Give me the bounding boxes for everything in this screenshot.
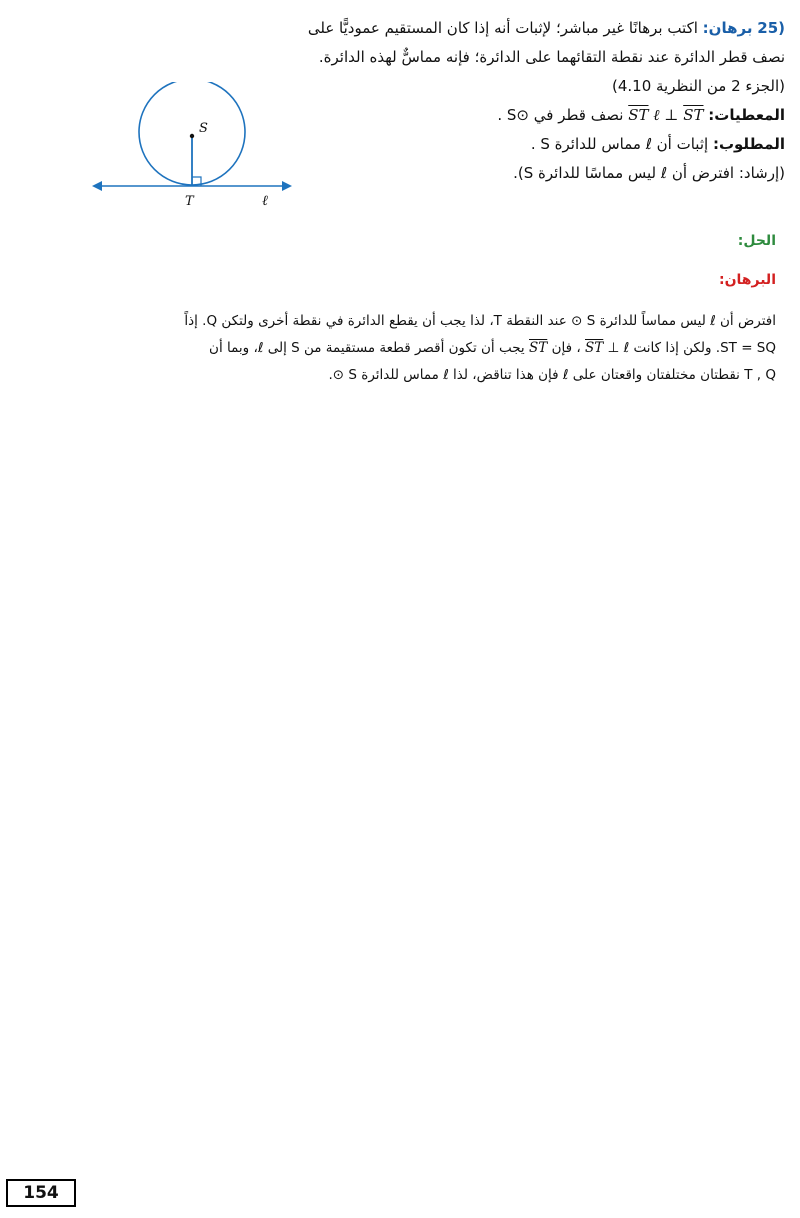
given-line bbox=[345, 101, 785, 130]
left-arrow-icon bbox=[92, 181, 102, 191]
proof-line-1: افترض أن ℓ ليس مماساً للدائرة S ⊙ عند النقطة T، لذا يجب أن يقطع الدائرة في نقطة أخرى ولتكن Q. إذاً bbox=[184, 313, 776, 329]
problem-keyword: برهان: bbox=[702, 19, 753, 37]
given-label: المعطيات: bbox=[708, 106, 785, 124]
proof-label: البرهان: bbox=[719, 272, 776, 288]
problem-line1-text: اكتب برهانًا غير مباشر؛ لإثبات أنه إذا كان المستقيم عموديًّا على bbox=[307, 19, 698, 37]
center-label: S bbox=[199, 121, 208, 136]
proof-segment-2: $\overline{ST}$ bbox=[529, 340, 548, 356]
center-point bbox=[190, 134, 194, 138]
required-line bbox=[345, 130, 785, 159]
circle-tangent-figure bbox=[90, 82, 300, 217]
proof-line-2 bbox=[16, 335, 776, 362]
right-arrow-icon bbox=[282, 181, 292, 191]
point-label: T bbox=[185, 194, 194, 209]
given-segment-2: $\overline{ST}$ bbox=[628, 106, 649, 124]
proof-segment-1: $\overline{ST}$ bbox=[585, 340, 604, 356]
hint-line: (إرشاد: افترض أن ℓ ليس مماسًا للدائرة S). bbox=[513, 164, 785, 182]
problem-line-2: نصف قطر الدائرة عند نقطة التقائهما على الدائرة؛ فإنه مماسٌّ لهذه الدائرة. bbox=[318, 48, 785, 66]
proof-line2-part-a: ST = SQ. ولكن إذا كانت ℓ ⊥ bbox=[607, 340, 776, 356]
problem-number: 25) bbox=[757, 19, 785, 37]
line-label: ℓ bbox=[262, 193, 268, 209]
required-label: المطلوب: bbox=[712, 135, 785, 153]
page-number: 154 bbox=[6, 1179, 76, 1207]
problem-line-3: (الجزء 2 من النظرية 4.10) bbox=[611, 77, 785, 95]
problem-line-1 bbox=[307, 14, 785, 43]
given-perpendicular: ℓ ⊥ bbox=[653, 106, 679, 124]
proof-line-3: T , Q نقطتان مختلفتان واقعتان على ℓ فإن هذا تناقض، لذا ℓ مماس للدائرة S ⊙. bbox=[328, 367, 776, 383]
given-text: نصف قطر في ⊙S . bbox=[497, 106, 624, 124]
solution-label: الحل: bbox=[737, 233, 776, 249]
proof-text bbox=[16, 308, 776, 389]
problem-statement bbox=[307, 14, 785, 188]
proof-line2-part-c: يجب أن تكون أقصر قطعة مستقيمة من S إلى ℓ، وبما أن bbox=[209, 340, 525, 356]
required-text: إثبات أن ℓ مماس للدائرة S . bbox=[530, 135, 709, 153]
proof-line2-part-b: ، فإن bbox=[551, 340, 581, 356]
given-segment-1: $\overline{ST}$ bbox=[683, 106, 704, 124]
